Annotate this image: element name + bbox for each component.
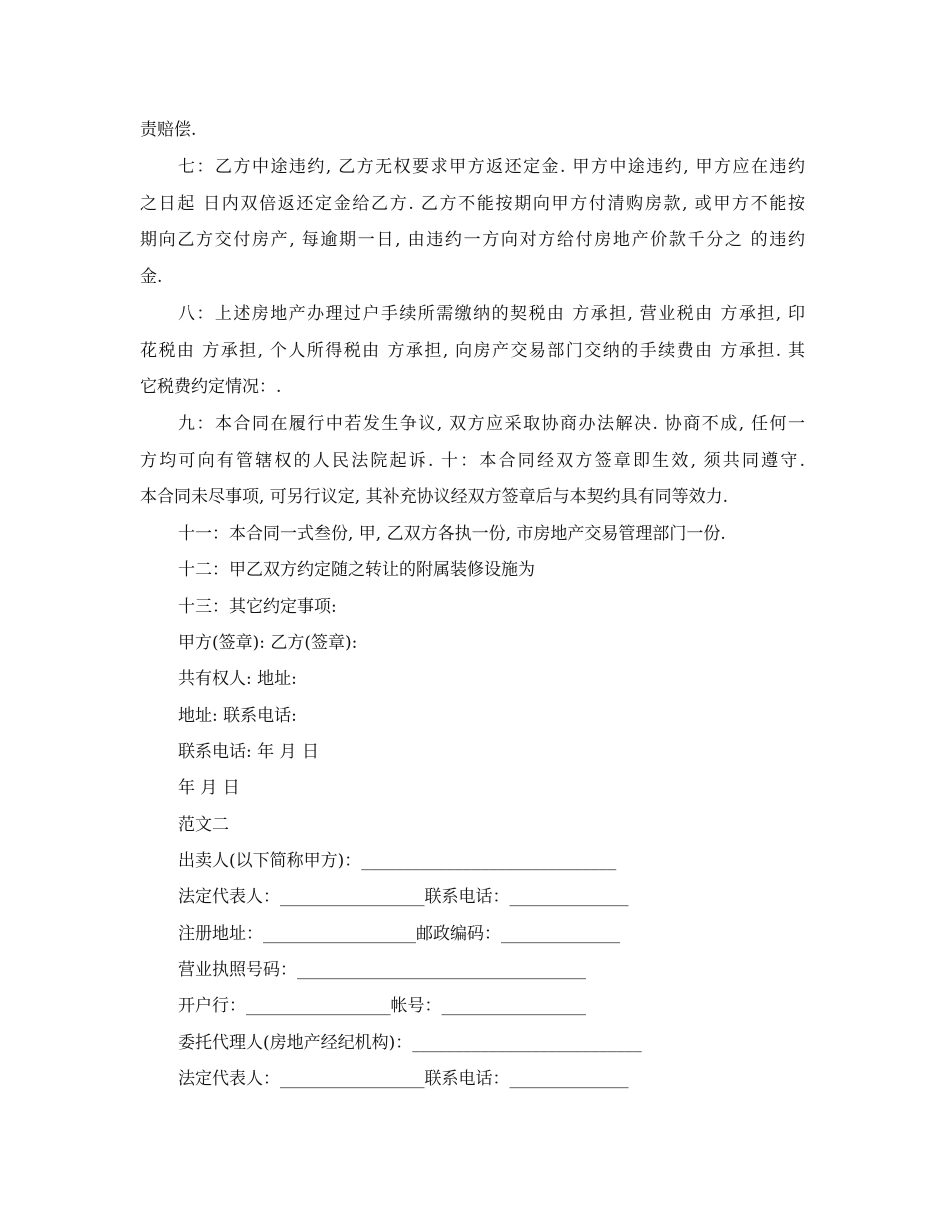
text-line: 法定代表人：_________________联系电话：______________ bbox=[178, 1069, 629, 1089]
text-line: 期向乙方交付房产, 每逾期一日, 由违约一方向对方给付房地产价款千分之 的违约 bbox=[140, 230, 805, 250]
text-line: 十三：其它约定事项: bbox=[178, 597, 337, 617]
text-line: 八：上述房地产办理过户手续所需缴纳的契税由 方承担, 营业税由 方承担, 印 bbox=[178, 304, 805, 324]
text-line: 委托代理人(房地产经纪机构)：___________________________ bbox=[178, 1033, 642, 1053]
text-line: 花税由 方承担, 个人所得税由 方承担, 向房产交易部门交纳的手续费由 方承担. 其 bbox=[140, 341, 805, 361]
text-line: 金. bbox=[140, 267, 163, 287]
text-line: 年 月 日 bbox=[178, 778, 240, 798]
text-line: 责赔偿. bbox=[140, 120, 197, 140]
text-line: 开户行：_________________帐号：_________________ bbox=[178, 996, 586, 1016]
text-line: 七：乙方中途违约, 乙方无权要求甲方返还定金. 甲方中途违约, 甲方应在违约 bbox=[178, 157, 805, 177]
text-line: 联系电话: 年 月 日 bbox=[178, 742, 319, 762]
text-line: 十二：甲乙双方约定随之转让的附属装修设施为 bbox=[178, 560, 535, 580]
text-line: 本合同未尽事项, 可另行议定, 其补充协议经双方签章后与本契约具有同等效力. bbox=[140, 487, 729, 507]
text-line: 九：本合同在履行中若发生争议, 双方应采取协商办法解决. 协商不成, 任何一 bbox=[178, 414, 805, 434]
text-line: 方均可向有管辖权的人民法院起诉. 十：本合同经双方签章即生效, 须共同遵守. bbox=[140, 451, 805, 471]
text-line: 之日起 日内双倍返还定金给乙方. 乙方不能按期向甲方付清购房款, 或甲方不能按 bbox=[140, 194, 805, 214]
text-line: 甲方(签章): 乙方(签章): bbox=[178, 633, 358, 653]
text-line: 出卖人(以下简称甲方)：______________________________ bbox=[178, 851, 617, 871]
text-line: 营业执照号码：__________________________________ bbox=[178, 960, 586, 980]
text-line: 它税费约定情况：. bbox=[140, 377, 282, 397]
text-line: 十一：本合同一式叁份, 甲, 乙双方各执一份, 市房地产交易管理部门一份. bbox=[178, 524, 726, 544]
text-line: 共有权人: 地址: bbox=[178, 669, 297, 689]
text-line: 注册地址：__________________邮政编码：______________ bbox=[178, 924, 620, 944]
text-line: 法定代表人：_________________联系电话：______________ bbox=[178, 887, 629, 907]
section-title: 范文二 bbox=[178, 815, 229, 835]
text-line: 地址: 联系电话: bbox=[178, 706, 297, 726]
